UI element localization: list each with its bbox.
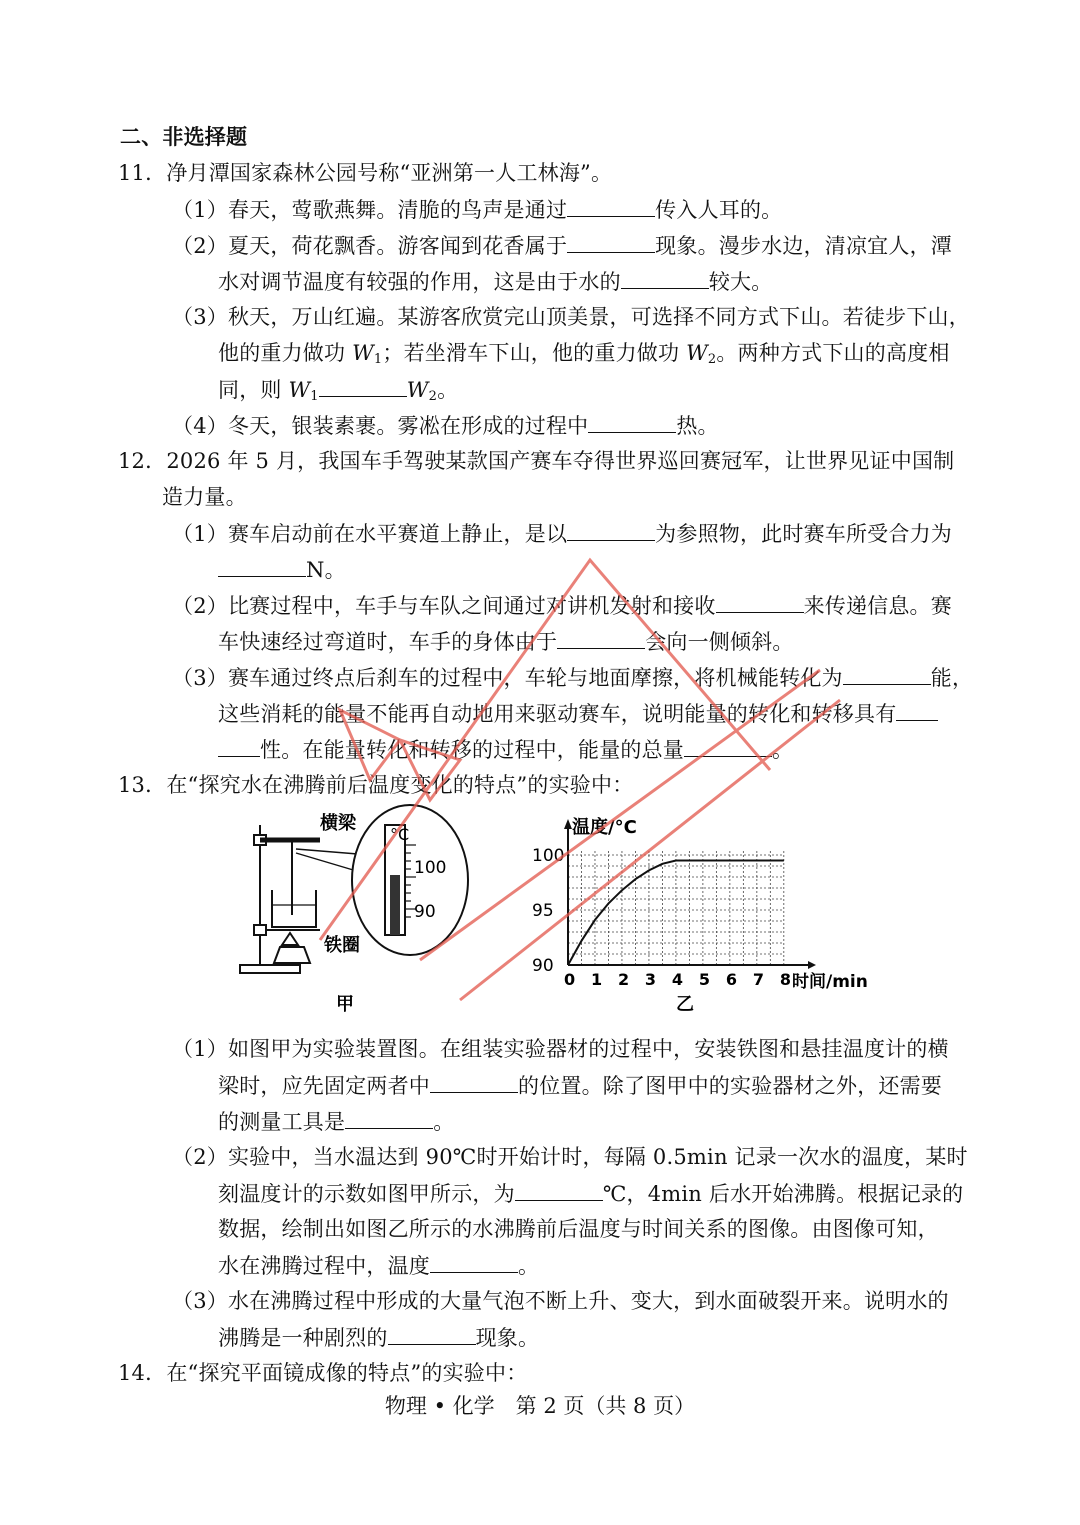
q11-p1-text: （1）春天，莺歌燕舞。清脆的鸟声是通过 <box>172 198 568 222</box>
q12-p2-text: （2）比赛过程中，车手与车队之间通过对讲机发射和接收 <box>172 594 716 618</box>
q14-stem: 14．在“探究平面镜成像的特点”的实验中： <box>118 1361 528 1385</box>
x-tick-label: 8 <box>779 970 791 989</box>
q11-p3-text-end: 。 <box>437 378 459 402</box>
q12-part3 <box>172 662 973 693</box>
q13-part3: （3）水在沸腾过程中形成的大量气泡不断上升、变大，到水面破裂开来。说明水的 <box>172 1289 949 1313</box>
answer-blank[interactable] <box>515 1178 603 1201</box>
q13-part3-line2 <box>218 1322 539 1353</box>
subscript: 1 <box>310 389 319 404</box>
q11-part3-line3 <box>218 374 458 412</box>
q13-p1-text-e: 。 <box>433 1110 455 1134</box>
q11-p3-text-post: 。两种方式下山的高度相 <box>716 341 950 365</box>
subscript: 1 <box>373 352 383 367</box>
x-tick-label: 4 <box>671 970 684 989</box>
q12-p1-text: （1）赛车启动前在水平赛道上静止，是以 <box>172 522 568 546</box>
q12-part1 <box>172 518 952 549</box>
symbol-w: W <box>288 378 311 402</box>
answer-blank[interactable] <box>430 1070 518 1093</box>
x-tick-label: 3 <box>644 970 657 989</box>
y-tick-label: 100 <box>532 846 565 866</box>
symbol-w: W <box>352 341 374 365</box>
y-tick-label: 90 <box>532 956 554 976</box>
label-ring: 铁圈 <box>324 935 360 956</box>
answer-blank[interactable] <box>218 734 260 757</box>
q12-p2-text-c: 车快速经过弯道时，车手的身体由于 <box>218 630 558 654</box>
q12-p2-text-b: 来传递信息。赛 <box>803 594 952 618</box>
answer-blank[interactable] <box>567 230 655 253</box>
x-axis-label: 时间/min <box>792 972 868 992</box>
figure-jia-apparatus <box>230 805 470 1020</box>
q12-p3-text-d: 性。在能量转化和转移的过程中，能量的总量 <box>260 738 684 762</box>
answer-blank[interactable] <box>218 554 306 577</box>
q12-p3-text-e: 。 <box>772 738 794 762</box>
symbol-w: W <box>406 378 429 402</box>
q12-part1-line2 <box>218 554 346 585</box>
x-tick-label: 6 <box>725 970 738 989</box>
q12-stem: 12．2026 年 5 月，我国车手驾驶某款国产赛车夺得世界巡回赛冠军，让世界见证中国制 <box>118 449 955 473</box>
q11-p2-text-b: 现象。漫步水边，清凉宜人，潭 <box>655 234 952 258</box>
q11-part3: （3）秋天，万山红遍。某游客欣赏完山顶美景，可选择不同方式下山。若徒步下山， <box>172 305 970 329</box>
q12-p3-text: （3）赛车通过终点后刹车的过程中，车轮与地面摩擦，将机械能转化为 <box>172 666 843 690</box>
caption-yi: 乙 <box>676 994 694 1015</box>
answer-blank[interactable] <box>684 734 772 757</box>
q13-p3-text-c: 现象。 <box>475 1326 540 1350</box>
q11-p3-text-c: 同，则 <box>218 378 282 402</box>
answer-blank[interactable] <box>557 626 645 649</box>
q13-part1-line3 <box>218 1106 454 1137</box>
q13-p2-text-e: 水在沸腾过程中，温度 <box>218 1254 430 1278</box>
answer-blank[interactable] <box>843 662 931 685</box>
q11-stem: 11．净月潭国家森林公园号称“亚洲第一人工林海”。 <box>118 161 613 185</box>
q12-p1-text-c: N。 <box>306 558 346 582</box>
q11-p3-text-mid: ；若坐滑车下山，他的重力做功 <box>382 341 680 365</box>
chart-labels <box>532 816 868 1015</box>
q12-p3-text-c: 这些消耗的能量不能再自动地用来驱动赛车，说明能量的转化和转移具有 <box>218 702 897 726</box>
answer-blank[interactable] <box>430 1250 518 1273</box>
y-tick-label: 95 <box>532 901 554 921</box>
q12-p1-text-b: 为参照物，此时赛车所受合力为 <box>655 522 952 546</box>
q13-part2: （2）实验中，当水温达到 90℃时开始计时，每隔 0.5min 记录一次水的温度，某时 <box>172 1145 968 1169</box>
q11-part4 <box>172 410 719 441</box>
x-tick-label: 5 <box>698 970 711 989</box>
q13-stem: 13．在“探究水在沸腾前后温度变化的特点”的实验中： <box>118 773 634 797</box>
q13-p2-text-b: 刻温度计的示数如图甲所示，为 <box>218 1182 515 1206</box>
q12-part2-line2 <box>218 626 794 657</box>
label-100: 100 <box>414 858 447 878</box>
x-tick-label: 1 <box>590 970 603 989</box>
page-footer: 物理 • 化学 第 2 页（共 8 页） <box>384 1394 696 1418</box>
section-title: 二、非选择题 <box>120 125 248 149</box>
subscript: 2 <box>707 352 717 367</box>
q11-p3-text: 他的重力做功 <box>218 341 346 365</box>
answer-blank[interactable] <box>896 698 938 721</box>
chart-axes <box>564 819 816 969</box>
answer-blank[interactable] <box>319 374 407 397</box>
label-90: 90 <box>414 902 436 922</box>
q12-stem-line2: 造力量。 <box>162 485 247 509</box>
q11-part2-line2 <box>218 266 772 297</box>
q13-part1: （1）如图甲为实验装置图。在组装实验器材的过程中，安装铁图和悬挂温度计的横 <box>172 1037 949 1061</box>
label-unit: °C <box>390 825 410 844</box>
answer-blank[interactable] <box>621 266 709 289</box>
x-tick-label: 7 <box>752 970 764 989</box>
answer-blank[interactable] <box>588 410 676 433</box>
q11-p4-text: （4）冬天，银装素裹。雾凇在形成的过程中 <box>172 414 589 438</box>
chart-grid <box>568 849 784 965</box>
q13-p2-text-c: ℃，4min 后水开始沸腾。根据记录的 <box>602 1182 964 1206</box>
q13-part2-line2 <box>218 1178 963 1209</box>
answer-blank[interactable] <box>345 1106 433 1129</box>
q11-part3-line2 <box>218 338 950 375</box>
q13-p3-text-b: 沸腾是一种剧烈的 <box>218 1326 388 1350</box>
q11-p2-text-d: 较大。 <box>708 270 773 294</box>
caption-jia: 甲 <box>336 994 354 1015</box>
q11-p2-text-c: 水对调节温度有较强的作用，这是由于水的 <box>218 270 621 294</box>
q13-part2-line3: 数据，绘制出如图乙所示的水沸腾前后温度与时间关系的图像。由图像可知， <box>218 1217 939 1241</box>
q12-p2-text-d: 会向一侧倾斜。 <box>645 630 794 654</box>
q13-part2-line4 <box>218 1250 539 1281</box>
x-axis-arrow <box>808 961 816 969</box>
x-tick-label: 2 <box>617 970 630 989</box>
figure-yi-chart <box>520 805 868 1020</box>
q13-p2-text-f: 。 <box>518 1254 540 1278</box>
q12-p3-text-b: 能， <box>930 666 974 690</box>
q12-part2 <box>172 590 952 621</box>
q13-p1-text-c: 的位置。除了图甲中的实验器材之外，还需要 <box>518 1074 942 1098</box>
q11-p4-text-end: 热。 <box>676 414 719 438</box>
answer-blank[interactable] <box>388 1322 476 1345</box>
q12-part3-line2 <box>218 698 938 729</box>
symbol-w: W <box>686 341 708 365</box>
y-axis-label: 温度/°C <box>572 817 637 838</box>
q11-part1 <box>172 194 782 225</box>
q12-part3-line3 <box>218 734 793 765</box>
answer-blank[interactable] <box>567 518 655 541</box>
q11-p2-text: （2）夏天，荷花飘香。游客闻到花香属于 <box>172 234 568 258</box>
q13-p1-text-d: 的测量工具是 <box>218 1110 346 1134</box>
q13-part1-line2 <box>218 1070 942 1101</box>
answer-blank[interactable] <box>716 590 804 613</box>
x-tick-label: 0 <box>564 970 576 989</box>
label-beam: 横梁 <box>320 813 356 834</box>
y-axis-arrow <box>564 819 572 829</box>
subscript: 2 <box>428 389 438 404</box>
answer-blank[interactable] <box>567 194 655 217</box>
q13-p1-text-b: 梁时，应先固定两者中 <box>218 1074 430 1098</box>
q11-part2 <box>172 230 952 261</box>
q11-p1-text-end: 传入人耳的。 <box>655 198 783 222</box>
